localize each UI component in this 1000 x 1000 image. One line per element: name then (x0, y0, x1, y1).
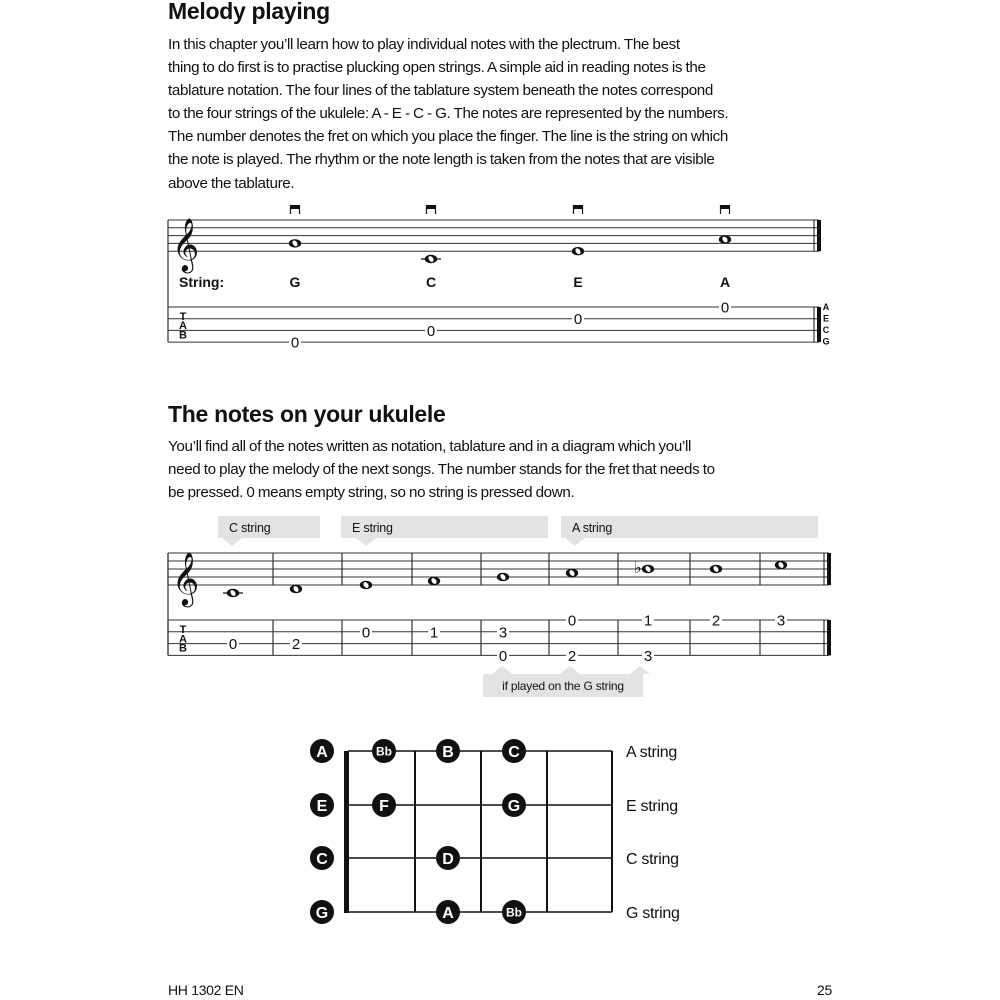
final-barline-thick (827, 553, 831, 585)
fretboard-string-label: G string (626, 905, 680, 922)
note-dot-label: C (508, 744, 520, 761)
section-title-melody-playing: Melody playing (168, 0, 330, 24)
string-callout-label: C string (229, 521, 271, 535)
string-callout-label: E string (352, 521, 393, 535)
flat-sign-icon: ♭ (634, 560, 642, 577)
note-dot-label: A (316, 744, 328, 761)
tab-fret-number: 0 (720, 299, 730, 317)
paragraph-line: The number denotes the fret on which you place the finger. The line is the string on which (168, 128, 728, 146)
paragraph-line: the note is played. The rhythm or the note length is taken from the notes that are visible (168, 151, 715, 169)
fretboard-diagram (310, 739, 680, 924)
tab-fret-number: 0 (361, 624, 371, 642)
paragraph-line: be pressed. 0 means empty string, so no string is pressed down. (168, 484, 575, 502)
tab-fret-number: 2 (567, 647, 577, 665)
tab-fret-number: 1 (643, 612, 653, 630)
paragraph-line: tablature notation. The four lines of the tablature system beneath the notes correspond (168, 82, 713, 100)
note-dot-label: D (442, 851, 454, 868)
string-name-label: A (719, 274, 731, 290)
note-dot-label: B (442, 744, 454, 761)
note-dot-label: Bb (376, 744, 392, 759)
tab-clef-letter: A (179, 633, 187, 646)
tab-fret-number: 3 (498, 624, 508, 642)
paragraph-line: to the four strings of the ukulele: A - E - C - G. The notes are represented by the numbers. (168, 105, 729, 123)
string-label: String: (179, 274, 225, 290)
tab-clef-letter: B (179, 329, 187, 342)
treble-clef-icon: 𝄞 (172, 218, 200, 271)
downstroke-icon (426, 205, 436, 209)
note-dot-label: G (507, 798, 521, 815)
tuning-label: G (822, 336, 830, 347)
tab-clef-letter: T (179, 310, 187, 323)
tab-clef-letter: A (179, 320, 187, 333)
tab-fret-number: 1 (429, 624, 439, 642)
tab-fret-number: 0 (498, 647, 508, 665)
notes-overview-system (168, 516, 831, 697)
paragraph-line: In this chapter you’ll learn how to play individual notes with the plectrum. The best (168, 36, 680, 53)
tuning-label: E (822, 313, 830, 324)
tab-clef-letter: T (179, 623, 187, 636)
note-dot-label: Bb (506, 905, 522, 920)
melody-example-system (168, 205, 830, 352)
paragraph-line: thing to do first is to practise plucking open strings. A simple aid in reading notes is the (168, 59, 706, 77)
tab-fret-number: 0 (290, 334, 300, 352)
downstroke-icon (573, 205, 583, 209)
g-string-callout-label: if played on the G string (502, 679, 624, 693)
page-number: 25 (817, 982, 832, 998)
final-barline-thick (827, 620, 831, 655)
tab-fret-number: 0 (567, 612, 577, 630)
treble-clef-icon: 𝄞 (172, 552, 200, 604)
tab-fret-number: 0 (573, 311, 583, 329)
tab-fret-number: 3 (776, 612, 786, 630)
note-dot-label: C (316, 851, 328, 868)
final-barline-thick (817, 220, 821, 251)
note-dot-label: A (442, 905, 454, 922)
tab-fret-number: 2 (291, 636, 301, 654)
fretboard-nut (344, 751, 349, 913)
paragraph-line: above the tablature. (168, 174, 295, 192)
downstroke-icon (290, 205, 300, 209)
string-name-label: C (425, 274, 437, 290)
note-dot-label: G (315, 905, 329, 922)
fretboard-string-label: C string (626, 851, 679, 868)
tab-fret-number: 2 (711, 612, 721, 630)
paragraph-line: need to play the melody of the next songs. The number stands for the fret that needs to (168, 461, 715, 479)
final-barline-thick (817, 307, 821, 342)
tab-clef-letter: B (179, 642, 187, 655)
string-callout-label: A string (572, 521, 613, 535)
tuning-label: C (822, 325, 830, 335)
note-dot-label: E (316, 798, 328, 815)
tab-fret-number: 0 (426, 322, 436, 340)
tuning-label: A (822, 302, 830, 312)
fretboard-string-label: E string (626, 798, 678, 815)
section-title-notes-on-ukulele: The notes on your ukulele (168, 401, 446, 427)
tab-fret-number: 3 (643, 647, 653, 665)
downstroke-icon (720, 205, 730, 209)
footer-code: HH 1302 EN (168, 982, 244, 998)
tab-fret-number: 0 (228, 636, 238, 654)
string-name-label: G (289, 274, 301, 290)
fretboard-string-label: A string (626, 744, 677, 761)
note-dot-label: F (379, 798, 389, 815)
string-name-label: E (573, 274, 583, 290)
paragraph-line: You’ll find all of the notes written as notation, tablature and in a diagram which you’ll (168, 438, 692, 455)
